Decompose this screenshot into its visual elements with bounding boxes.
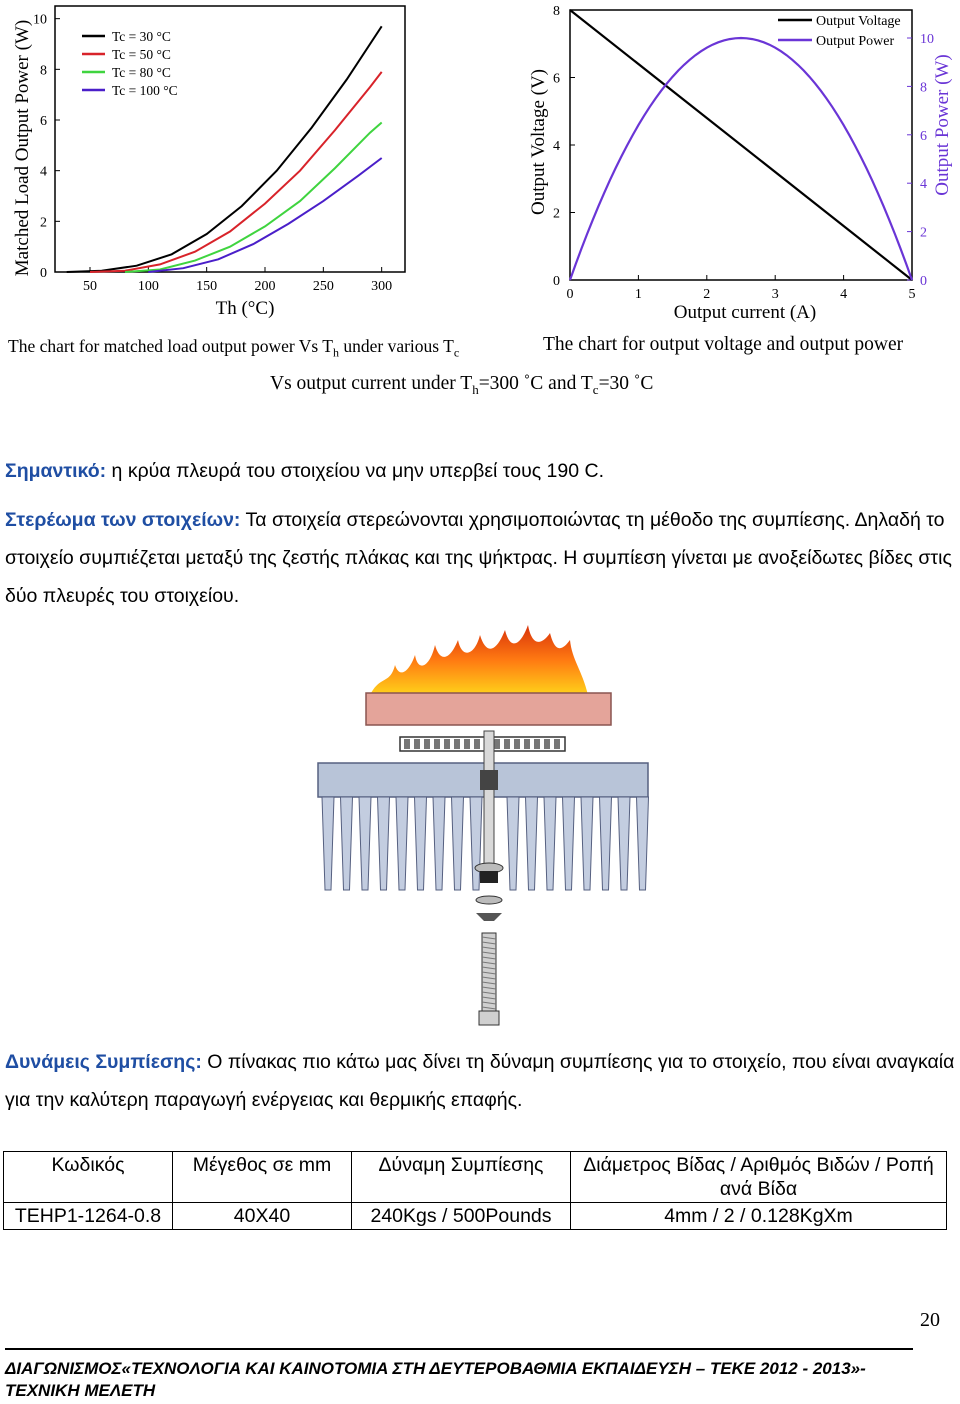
heatsink-fin [433, 797, 445, 890]
washer-lower [476, 896, 502, 904]
header-size: Μέγεθος σε mm [173, 1152, 352, 1203]
heatsink-fin [618, 797, 630, 890]
y-tick-label-right: 8 [920, 80, 927, 96]
heatsink-fin [322, 797, 334, 890]
heatsink-compression-assembly-icon [300, 615, 680, 1035]
legend-entry: Tc = 100 °C [112, 83, 178, 98]
table-row [4, 1203, 947, 1230]
note-text: η κρύα πλευρά του στοιχείου να μην υπερβεί τους 190 C. [106, 460, 604, 482]
chart-left-caption: The chart for matched load output power Vs $T_h$ under various $T_c$ [8, 336, 460, 360]
cell-size: 40X40 [173, 1203, 352, 1230]
hot-plate [366, 693, 611, 725]
chart-right [520, 0, 960, 300]
bolt-head [479, 1011, 499, 1025]
y-axis-label: Matched Load Output Power (W) [12, 19, 33, 277]
series-line-2 [570, 38, 912, 280]
heatsink-fin [396, 797, 408, 890]
header-screw: Διάμετρος Βίδας / Αριθμός Βιδών / Ροπή ανά Βίδα [571, 1152, 947, 1203]
important-note [5, 452, 955, 490]
teg-cell [534, 739, 540, 749]
y-tick-label: 6 [40, 114, 47, 129]
teg-cell [524, 739, 530, 749]
y-tick-label-right: 4 [920, 177, 927, 193]
teg-cell [464, 739, 470, 749]
cell-screw: 4mm / 2 / 0.128KgXm [571, 1203, 947, 1230]
chart-left [0, 0, 420, 300]
series-line-2 [90, 72, 382, 272]
x-tick-label: 5 [908, 287, 916, 300]
y-tick-label-right: 2 [920, 225, 927, 241]
heatsink-fin [637, 797, 649, 890]
x-tick-label: 250 [312, 279, 334, 294]
heatsink-fin [359, 797, 371, 890]
compression-text: Ο πίνακας πιο κάτω μας δίνει τη δύναμη συμπίεσης για το στοιχείο, που είναι αναγκαία για την καλύτερη παραγωγή ενέργειας και θερμικής επαφής. [5, 1051, 955, 1111]
y-tick-label-left: 6 [553, 71, 560, 87]
teg-cell [454, 739, 460, 749]
spring-washer [476, 913, 502, 921]
x-tick-label: 200 [254, 279, 276, 294]
legend-entry: Output Power [816, 34, 895, 49]
note-label: Σημαντικό: [5, 460, 107, 482]
compression-table [3, 1151, 947, 1230]
x-tick-label: 1 [634, 287, 642, 300]
nut-lower [480, 871, 498, 883]
y-axis-label-left: Output Voltage (V) [528, 68, 549, 216]
footer-rule [5, 1348, 913, 1350]
y-tick-label-left: 8 [553, 4, 560, 19]
teg-cell [404, 739, 410, 749]
y-tick-label: 0 [40, 266, 47, 281]
cell-code: TEHP1-1264-0.8 [4, 1203, 173, 1230]
x-tick-label: 2 [703, 287, 711, 300]
legend-entry: Tc = 50 °C [112, 47, 171, 62]
x-tick-label: 300 [371, 279, 393, 294]
y-tick-label: 10 [33, 12, 47, 28]
y-tick-label-left: 2 [553, 206, 560, 222]
heatsink-fin [526, 797, 538, 890]
y-axis-label-right: Output Power (W) [932, 54, 953, 196]
x-tick-label: 0 [566, 287, 574, 300]
y-tick-label-right: 6 [920, 128, 927, 144]
series-line-3 [125, 123, 382, 273]
teg-cell [434, 739, 440, 749]
teg-cell [424, 739, 430, 749]
teg-cell [444, 739, 450, 749]
x-tick-label: 100 [137, 279, 159, 294]
y-tick-label-left: 4 [553, 139, 560, 154]
heatsink-fin [415, 797, 427, 890]
teg-cell [504, 739, 510, 749]
screw-shaft [484, 731, 494, 879]
x-tick-label: 50 [83, 279, 97, 294]
y-tick-label: 8 [40, 63, 47, 79]
heatsink-fin [600, 797, 612, 890]
series-line-1 [570, 10, 912, 280]
mounting-label: Στερέωμα των στοιχείων: [5, 509, 241, 531]
y-tick-label: 2 [40, 215, 47, 231]
cell-force: 240Kgs / 500Pounds [352, 1203, 571, 1230]
x-tick-label: 150 [196, 279, 218, 294]
header-code: Κωδικός [4, 1152, 173, 1203]
teg-cell [554, 739, 560, 749]
header-force: Δύναμη Συμπίεσης [352, 1152, 571, 1203]
x-tick-label: 4 [840, 287, 848, 300]
teg-cell [514, 739, 520, 749]
heatsink-fin [452, 797, 464, 890]
heatsink-fin [563, 797, 575, 890]
x-axis-label-left: Th (°C) [215, 298, 275, 319]
legend-entry: Output Voltage [816, 14, 901, 29]
y-tick-label-left: 0 [553, 274, 560, 289]
teg-cell [494, 739, 500, 749]
legend [82, 29, 178, 98]
heatsink-fin [341, 797, 353, 890]
compression-label: Δυνάμεις Συμπίεσης: [5, 1051, 202, 1073]
footer-text: ΔΙΑΓΩΝΙΣΜΟΣ«ΤΕΧΝΟΛΟΓΙΑ ΚΑΙ ΚΑΙΝΟΤΟΜΙΑ ΣΤΗ ΔΕΥΤΕΡΟΒΑΘΜΙΑ ΕΚΠΑΙΔΕΥΣΗ – ΤΕΚΕ 2012 - 2013»- ΤΕΧΝΙΚΗ ΜΕΛΕΤΗ [5, 1359, 866, 1400]
y-tick-label-right: 10 [920, 32, 934, 47]
heatsink-fin [378, 797, 390, 890]
chart-right-caption-line2: Vs output current under $T_h=300$ ˚C and $T_c=30$ ˚C [270, 373, 654, 397]
heatsink-fin [507, 797, 519, 890]
legend [778, 14, 901, 49]
y-tick-label-right: 0 [920, 274, 927, 289]
teg-cell [474, 739, 480, 749]
teg-cell [544, 739, 550, 749]
heatsink-fin [544, 797, 556, 890]
mounting-text: Τα στοιχεία στερεώνονται χρησιμοποιώντας τη μέθοδο της συμπίεσης. Δηλαδή το στοιχείο συμπιέζεται μεταξύ της ζεστής πλάκας και της ψήκτρας. Η συμπίεση γίνεται με ανοξείδωτες βίδες στις δύο πλευρές του στοιχείου. [5, 509, 952, 607]
x-axis-label-right: Output current (A) [673, 302, 817, 323]
teg-cell [414, 739, 420, 749]
y-tick-label: 4 [40, 164, 47, 180]
mounting-paragraph [5, 501, 955, 615]
x-tick-label: 3 [771, 287, 779, 300]
legend-entry: Tc = 80 °C [112, 65, 171, 80]
legend-entry: Tc = 30 °C [112, 29, 171, 44]
table-header-row [4, 1152, 947, 1203]
heatsink-fin [581, 797, 593, 890]
nut [480, 770, 498, 790]
chart-right-caption: The chart for output voltage and output power [543, 334, 904, 355]
flame-icon [370, 625, 588, 695]
page-number: 20 [920, 1309, 940, 1331]
compression-paragraph [5, 1043, 955, 1119]
